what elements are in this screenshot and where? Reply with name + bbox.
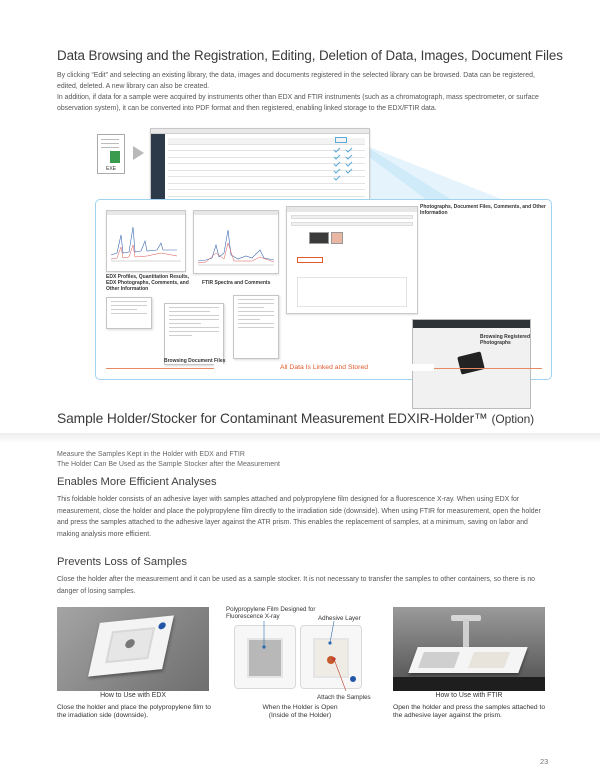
holder-title-text: Sample Holder/Stocker for Contaminant Measurement EDXIR-Holder™ [57, 411, 488, 426]
library-sidebar [151, 134, 165, 205]
atr-pressure-rod [463, 619, 469, 649]
intro-paragraph-2: In addition, if data for a sample were acquired by instruments other than EDX and FTIR instruments (such as a chromatograph, mass spectrometer, or surface observation system), it can be converted into PDF format and then registered, enabling linked storage to the EDX/FTIR data. [57, 94, 539, 112]
check-marks [331, 138, 359, 198]
document-page-3 [233, 295, 279, 359]
caption-photos-docs: Photographs, Document Files, Comments, and Other Information [420, 204, 546, 216]
subtitle-line-1: Measure the Samples Kept in the Holder with EDX and FTIR [57, 451, 245, 458]
option-tag: (Option) [491, 412, 535, 426]
sample-info-window [286, 206, 418, 314]
paragraph-loss: Close the holder after the measurement and it can be used as a sample stocker. It is not necessary to transfer the samples to other containers, so there is no danger of losing samples. [57, 576, 536, 595]
caption-browse-docs: Browsing Document Files [164, 358, 226, 364]
label-edx: How to Use with EDX [100, 692, 166, 699]
thumbnail-image [309, 232, 329, 244]
document-page-1 [106, 297, 152, 329]
holder-subtitle [57, 450, 280, 470]
edx-window [106, 210, 186, 272]
holder-on-prism [408, 647, 527, 673]
intro-paragraph-1: By clicking “Edit” and selecting an existing library, the data, images and documents registered in the selected library can be browsed. Data can be registered, edited, deleted. A new library can also be created. [57, 72, 535, 90]
library-window [150, 128, 370, 206]
section-title-data-browsing: Data Browsing and the Registration, Editing, Deletion of Data, Images, Document Files [57, 48, 563, 63]
arrow-right-icon [133, 146, 144, 160]
ftir-window [193, 210, 279, 274]
title-band [0, 433, 600, 443]
ftir-spectrum-chart [194, 215, 278, 273]
paragraph-efficient: This foldable holder consists of an adhesive layer with samples attached and polypropylene film designed for a fluorescence X-ray. When using EDX for measurement, close the holder and place the polypropylene film directly to the irradiation side (downside). When using FTIR for measurement, open the holder and press the samples attached to the adhesive layer against the ATR prism. This enables the replacement of samples, at a minimum, saving on labor and making analysis more efficient. [57, 496, 541, 538]
caption-ftir: FTIR Spectra and Comments [202, 280, 271, 286]
desc-center-line-2: (Inside of the Holder) [268, 712, 332, 720]
heading-efficient: Enables More Efficient Analyses [57, 476, 217, 488]
intro-text [57, 70, 557, 114]
ann-adhesive: Adhesive Layer [318, 615, 361, 622]
heading-loss: Prevents Loss of Samples [57, 556, 187, 568]
desc-center [224, 704, 376, 721]
document-page-2 [164, 303, 224, 365]
page-number: 23 [540, 757, 549, 766]
ann-attach: Attach the Samples [317, 694, 371, 701]
label-ftir: How to Use with FTIR [435, 692, 503, 699]
software-figure [57, 122, 547, 384]
photo-edx-usage [57, 607, 209, 691]
caption-browse-photos: Browsing Registered Photographs [480, 334, 531, 346]
linked-caption: All Data Is Linked and Stored [214, 364, 434, 371]
section-title-holder [57, 411, 534, 426]
linked-data-panel [95, 199, 552, 380]
desc-center-line-1: When the Holder is Open [262, 704, 338, 711]
thumbnail-selected [331, 232, 343, 244]
comment-box [297, 277, 407, 307]
photo-ftir-usage [393, 607, 545, 691]
ann-film: Polypropylene Film Designed for Fluorescence X-ray [226, 606, 316, 621]
exe-file-label: EXE [105, 166, 116, 172]
sample-particle [457, 351, 485, 374]
desc-ftir: Open the holder and press the samples attached to the adhesive layer against the prism. [393, 704, 546, 720]
desc-edx: Close the holder and place the polypropylene film to the irradiation side (downside). [57, 704, 211, 720]
subtitle-line-2: The Holder Can Be Used as the Sample Stocker after the Measurement [57, 461, 280, 468]
caption-edx: EDX Profiles, Quantitation Results, EDX Photographs, Comments, and Other Information [106, 274, 190, 292]
selected-cell [335, 137, 347, 143]
exe-file-icon [97, 134, 125, 174]
holder-closed [88, 615, 174, 676]
edx-spectrum-chart [107, 215, 185, 271]
attached-file-highlight [297, 257, 323, 263]
